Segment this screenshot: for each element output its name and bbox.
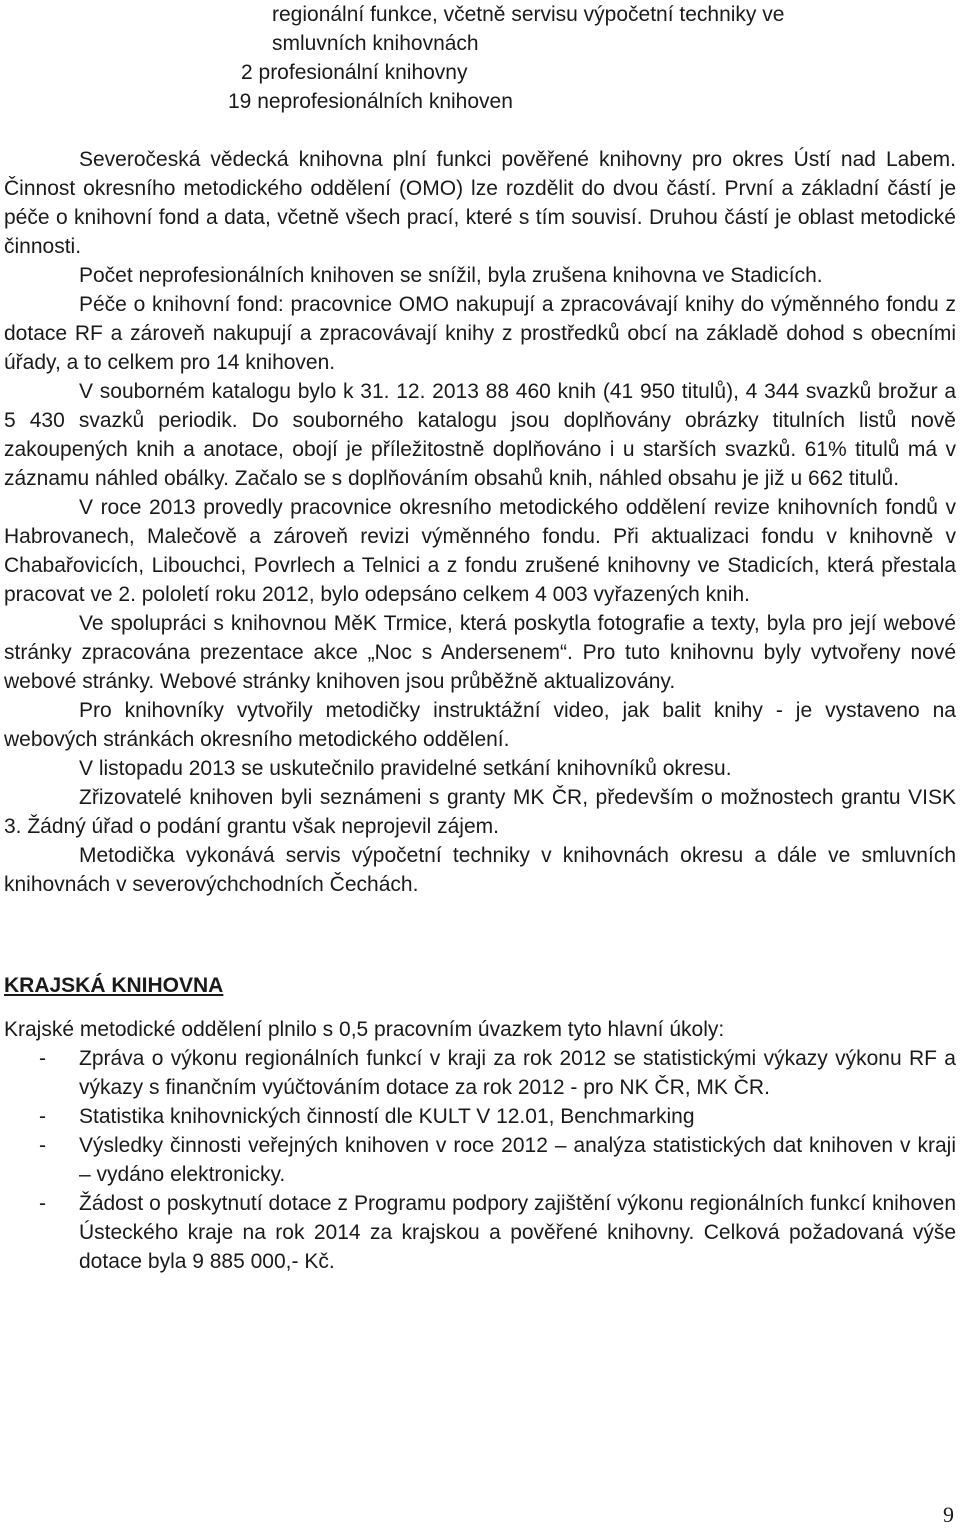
list-item [4,1102,956,1131]
continued-line: 2 profesionální knihovny [241,61,468,84]
list-item [4,1189,956,1276]
list-item-text: Žádost o poskytnutí dotace z Programu podpory zajištění výkonu regionálních funkcí knihoven Ústeckého kraje na rok 2014 za krajskou a pověřené knihovny. Celková požadovaná výše dotace byla 9 885 000,- Kč. [79,1192,956,1273]
page-number: 9 [943,1502,954,1527]
body-paragraph: Pro knihovníky vytvořily metodičky instruktážní video, jak balit knihy - je vystaveno na webových stránkách okresního metodického oddělení. [4,699,956,751]
continued-line: regionální funkce, včetně servisu výpočetní techniky ve [272,3,785,26]
list-dash: - [39,1192,46,1215]
body-paragraph: Počet neprofesionálních knihoven se snížil, byla zrušena knihovna ve Stadicích. [79,264,823,287]
section-heading: KRAJSKÁ KNIHOVNA [4,974,224,997]
body-paragraph: Péče o knihovní fond: pracovnice OMO nakupují a zpracovávají knihy do výměnného fondu z dotace RF a zároveň nakupují a zpracovávají knihy z prostředků obcí na základě dohod s obecními úřady, a to celkem pro 14 knihoven. [4,293,956,374]
continued-line: 19 neprofesionálních knihoven [228,90,513,113]
continued-line: smluvních knihovnách [272,32,479,55]
list-item-text: Zpráva o výkonu regionálních funkcí v kraji za rok 2012 se statistickými výkazy výkonu RF a výkazy s finančním vyúčtováním dotace za rok 2012 - pro NK ČR, MK ČR. [79,1047,956,1099]
list-dash: - [39,1134,46,1157]
list-dash: - [39,1105,46,1128]
body-paragraph: V listopadu 2013 se uskutečnilo pravidelné setkání knihovníků okresu. [79,757,732,780]
list-item-text: Statistika knihovnických činností dle KULT V 12.01, Benchmarking [79,1105,695,1128]
body-paragraph: Metodička vykonává servis výpočetní techniky v knihovnách okresu a dále ve smluvních knihovnách v severovýchchodních Čechách. [4,844,956,896]
continued-list [4,0,956,116]
body-paragraph: V souborném katalogu bylo k 31. 12. 2013 88 460 knih (41 950 titulů), 4 344 svazků brožur a 5 430 svazků periodik. Do souborného katalogu jsou doplňovány obrázky titulních listů nově zakoupených knih a anotace, obojí je příležitostně doplňováno i u starších svazků. 61% titulů má v záznamu náhled obálky. Začalo se s doplňováním obsahů knih, náhled obsahu je již u 662 titulů. [4,380,956,490]
list-item-text: Výsledky činnosti veřejných knihoven v roce 2012 – analýza statistických dat knihoven v kraji – vydáno elektronicky. [79,1134,956,1186]
list-item [4,1044,956,1102]
task-list [4,1044,956,1276]
list-item [4,1131,956,1189]
body-paragraph: Ve spolupráci s knihovnou MěK Trmice, která poskytla fotografie a texty, byla pro její webové stránky zpracována prezentace akce „Noc s Andersenem“. Pro tuto knihovnu byly vytvořeny nové webové stránky. Webové stránky knihoven jsou průběžně aktualizovány. [4,612,956,693]
section-intro: Krajské metodické oddělení plnilo s 0,5 pracovním úvazkem tyto hlavní úkoly: [4,1018,725,1041]
body-paragraph: Zřizovatelé knihoven byli seznámeni s granty MK ČR, především o možnostech grantu VISK 3. Žádný úřad o podání grantu však neprojevil zájem. [4,786,956,838]
body-paragraph: Severočeská vědecká knihovna plní funkci pověřené knihovny pro okres Ústí nad Labem. Činnost okresního metodického oddělení (OMO) lze rozdělit do dvou částí. První a základní částí je péče o knihovní fond a data, včetně všech prací, které s tím souvisí. Druhou částí je oblast metodické činnosti. [4,148,956,258]
list-dash: - [39,1047,46,1070]
body-paragraph: V roce 2013 provedly pracovnice okresního metodického oddělení revize knihovních fondů v Habrovanech, Malečově a zároveň revizi výměnného fondu. Při aktualizaci fondu v knihovně v Chabařovicích, Libouchci, Povrlech a Telnici a z fondu zrušené knihovny ve Stadicích, která přestala pracovat ve 2. pololetí roku 2012, bylo odepsáno celkem 4 003 vyřazených knih. [4,496,956,606]
document-page [4,0,956,1276]
